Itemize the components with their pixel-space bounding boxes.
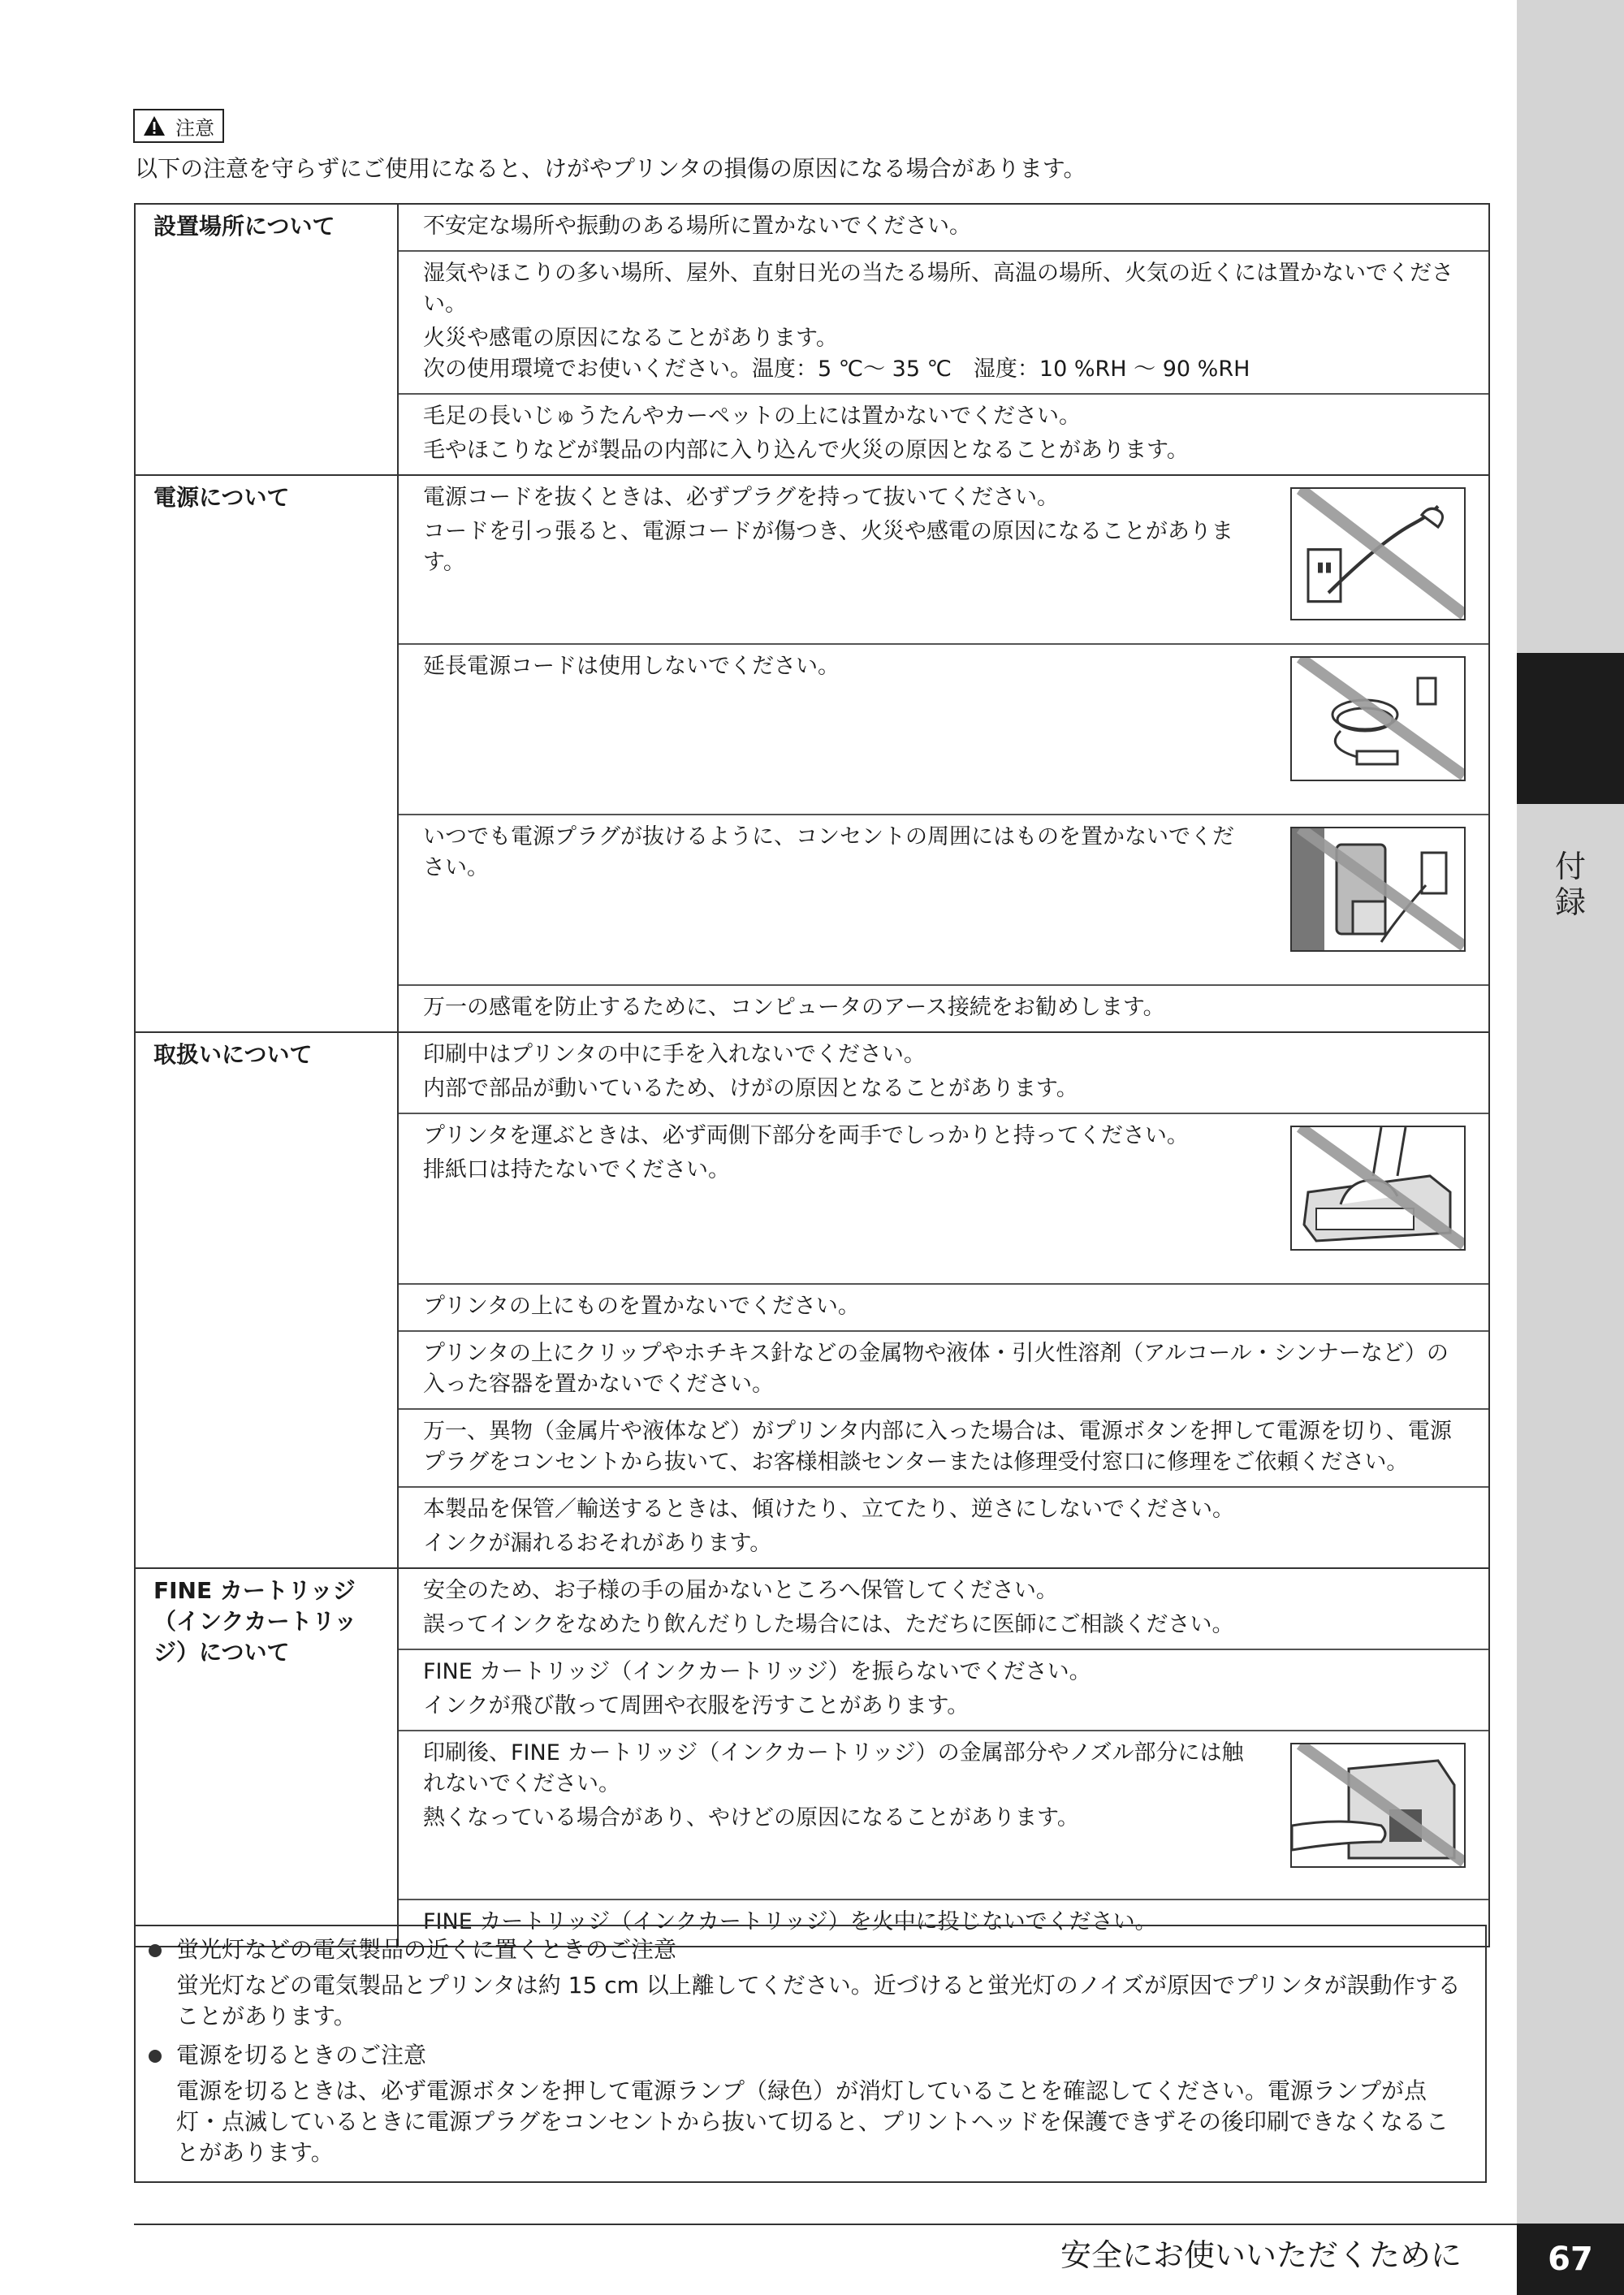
caution-text: プリンタの上にクリップやホチキス針などの金属物や液体・引火性溶剤（アルコール・シンナーなど）の入った容器を置かないでください。 [423,1341,1449,1397]
caution-text: 安全のため、お子様の手の届かないところへ保管してください。 [423,1578,1058,1603]
sidebar-strip [1517,0,1624,2295]
caution-text: 延長電源コードは使用しないでください。 [423,654,840,679]
section-row [135,1568,1489,1947]
caution-item [399,1488,1488,1567]
section-category: 取扱いについて [135,1032,398,1568]
bullet-icon [149,1944,162,1957]
caution-item [399,1731,1488,1900]
caution-text: インクが漏れるおそれがあります。 [423,1531,772,1556]
caution-text: プリンタの上にものを置かないでください。 [423,1294,860,1319]
safety-table [134,203,1490,1947]
caution-item [399,205,1488,252]
caution-text: 電源コードを抜くときは、必ずプラグを持って抜いてください。 [423,485,1059,510]
intro-text: 以下の注意を守らずにご使用になると、けがやプリンタの損傷の原因になる場合があります。 [135,155,1086,182]
extension-cord-prohibited-icon [1290,656,1466,781]
section-items [398,1568,1489,1947]
caution-text: 印刷後、FINE カートリッジ（インクカートリッジ）の金属部分やノズル部分には触れないでください。 [423,1740,1244,1796]
caution-item [399,252,1488,395]
note-item [136,2040,1485,2168]
caution-item [399,815,1488,986]
caution-item [399,645,1488,815]
note-body: 蛍光灯などの電気製品とプリンタは約 15 cm 以上離してください。近づけると蛍光灯のノイズが原因でプリンタが誤動作することがあります。 [176,1972,1461,2029]
caution-text: 毛やほこりなどが製品の内部に入り込んで火災の原因となることがあります。 [423,438,1189,463]
caution-item [399,1033,1488,1114]
caution-badge [133,109,224,143]
caution-text: コードを引っ張ると、電源コードが傷つき、火災や感電の原因になることがあります。 [423,519,1233,575]
section-row [135,475,1489,1032]
warning-triangle-icon [143,115,166,136]
caution-text: 万一、異物（金属片や液体など）がプリンタ内部に入った場合は、電源ボタンを押して電源を切り、電源プラグをコンセントから抜いて、お客様相談センターまたは修理受付窓口に修理をご依頼ください。 [423,1419,1452,1475]
footer-rule [134,2224,1517,2225]
caution-item [399,1332,1488,1410]
sidebar-label: 付 録 [1554,849,1586,920]
caution-item [399,476,1488,645]
caution-text: 印刷中はプリンタの中に手を入れないでください。 [423,1042,926,1067]
carry-by-output-tray-prohibited-icon [1290,1126,1466,1251]
footer-title: 安全にお使いいただくために [1060,2237,1462,2273]
section-row [135,204,1489,475]
caution-item [399,1569,1488,1650]
note-item [136,1934,1485,2032]
notes-box [134,1925,1487,2183]
section-category: FINE カートリッジ（インクカートリッジ）について [135,1568,398,1947]
caution-item [399,1114,1488,1285]
caution-item [399,1650,1488,1731]
caution-text: 熱くなっている場合があり、やけどの原因になることがあります。 [423,1805,1079,1830]
caution-item [399,1285,1488,1332]
caution-text: FINE カートリッジ（インクカートリッジ）を振らないでください。 [423,1659,1091,1684]
section-category: 電源について [135,475,398,1032]
caution-text: FINE カートリッジ（インクカートリッジ）を火中に投じないでください。 [423,1909,1157,1934]
caution-text: 不安定な場所や振動のある場所に置かないでください。 [423,214,971,239]
caution-text: プリンタを運ぶときは、必ず両側下部分を両手でしっかりと持ってください。 [423,1123,1189,1148]
caution-text: 火災や感電の原因になることがあります。 次の使用環境でお使いください。温度：5 ℃～ 35 ℃ 湿度：10 %RH ～ 90 %RH [423,326,1250,382]
caution-label: 注意 [175,116,214,140]
caution-text: 誤ってインクをなめたり飲んだりした場合には、ただちに医師にご相談ください。 [423,1612,1234,1637]
bullet-icon [149,2050,162,2063]
section-items [398,204,1489,475]
caution-text: 内部で部品が動いているため、けがの原因となることがあります。 [423,1076,1078,1101]
caution-text: 本製品を保管／輸送するときは、傾けたり、立てたり、逆さにしないでください。 [423,1497,1234,1522]
caution-text: 排紙口は持たないでください。 [423,1157,730,1182]
caution-text: 万一の感電を防止するために、コンピュータのアース接続をお勧めします。 [423,995,1165,1020]
caution-text: インクが飛び散って周囲や衣服を汚すことがあります。 [423,1693,970,1718]
note-body: 電源を切るときは、必ず電源ボタンを押して電源ランプ（緑色）が消灯していることを確認してください。電源ランプが点灯・点滅しているときに電源プラグをコンセントから抜いて切ると、プリントヘッドを保護できずその後印刷できなくなることがあります。 [176,2077,1449,2166]
section-row [135,1032,1489,1568]
section-category: 設置場所について [135,204,398,475]
caution-item [399,1410,1488,1488]
note-heading: 電源を切るときのご注意 [176,2042,427,2068]
caution-item [399,986,1488,1031]
caution-text: いつでも電源プラグが抜けるように、コンセントの周囲にはものを置かないでください。 [423,824,1234,880]
caution-item [399,395,1488,474]
unplug-by-cord-prohibited-icon [1290,487,1466,620]
section-items [398,475,1489,1032]
sidebar-section-marker [1517,653,1624,804]
section-items [398,1032,1489,1568]
touch-cartridge-contacts-prohibited-icon [1290,1743,1466,1868]
note-heading: 蛍光灯などの電気製品の近くに置くときのご注意 [176,1936,677,1963]
caution-text: 湿気やほこりの多い場所、屋外、直射日光の当たる場所、高温の場所、火気の近くには置かないでください。 [423,261,1453,317]
outlet-obstruction-prohibited-icon [1290,827,1466,952]
page-number: 67 [1517,2224,1624,2295]
caution-text: 毛足の長いじゅうたんやカーペットの上には置かないでください。 [423,404,1081,429]
